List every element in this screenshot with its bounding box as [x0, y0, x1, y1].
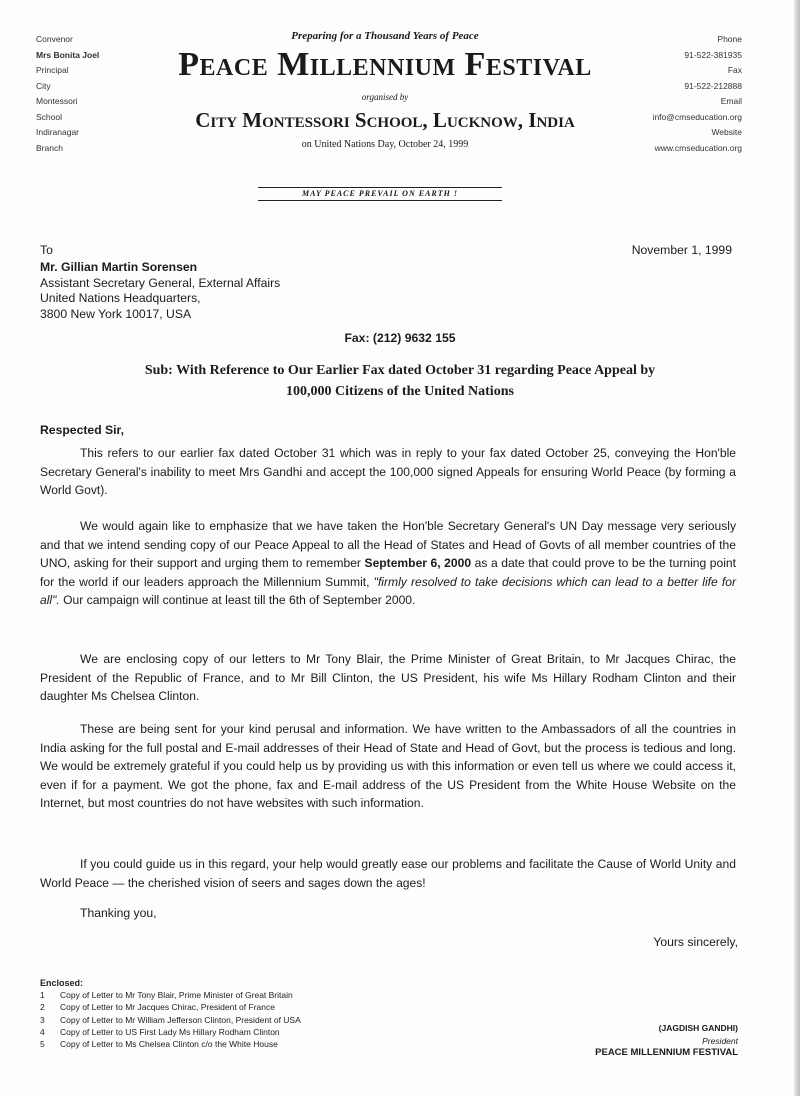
motto-band: MAY PEACE PREVAIL ON EARTH ! — [258, 187, 502, 201]
recipient-line: Assistant Secretary General, External Affairs — [40, 275, 281, 290]
recipient-line: United Nations Headquarters, — [40, 291, 201, 305]
body-paragraph-1: This refers to our earlier fax dated October 31 which was in reply to your fax dated October 25, conveying the Hon'ble Secretary General's inability to meet Mrs Gandhi and accept the 100,000 signed Appeals for ensuring World Peace (by forming a World Govt). — [40, 446, 736, 497]
recipient-name: Mr. Gillian Martin Sorensen — [40, 260, 198, 274]
recipient-line: 3800 New York 10017, USA — [40, 306, 192, 321]
enclosures-list — [40, 977, 301, 1050]
list-item — [40, 1026, 301, 1038]
paragraph-text: Our campaign will continue at least till the 6th of September 2000. — [59, 593, 416, 607]
body-paragraph-5: If you could guide us in this regard, your help would greatly ease our problems and facilitate the Cause of World Unity and World Peace — the cherished vision of seers and sages down the ages! — [40, 857, 736, 890]
item-text: Copy of Letter to Mr Tony Blair, Prime Minister of Great Britain — [60, 990, 293, 1001]
item-text: Copy of Letter to Mr William Jefferson Clinton, President of USA — [60, 1014, 301, 1025]
festival-title: Peace Millennium Festival — [178, 46, 592, 83]
email-label: Email — [720, 96, 742, 106]
letter-date: November 1, 1999 — [631, 243, 732, 257]
subject-line: 100,000 Citizens of the United Nations — [286, 384, 514, 399]
list-item — [40, 1001, 301, 1013]
item-number: 5 — [40, 1039, 45, 1050]
to-label: To — [40, 243, 53, 257]
letterhead-tagline: Preparing for a Thousand Years of Peace — [291, 30, 479, 42]
item-number: 4 — [40, 1026, 45, 1037]
body-paragraph-4: These are being sent for your kind perusal and information. We have written to the Ambassadors of all the countries in India asking for the full postal and E-mail addresses of their Head of State and Head of Govt, but the process is tedious and long. We would be extremely grateful if you could help us by providing us with this information or even tell us where we could access it, even if for a payment. We got the phone, fax and E-mail address of the US President from the White House Website on the Internet, but most countries do not have websites with such information. — [40, 722, 736, 810]
fax-number: 91-522-212888 — [684, 80, 742, 91]
list-item — [40, 989, 301, 1001]
item-number: 3 — [40, 1014, 45, 1025]
recipient-address — [40, 260, 280, 322]
item-number: 1 — [40, 990, 45, 1001]
closing-line: Yours sincerely, — [653, 935, 738, 949]
item-text: Copy of Letter to Mr Jacques Chirac, President of France — [60, 1002, 275, 1013]
paragraph-text: as a date that could prove to be the turning point for the world if our leaders approach the Millennium Summit, — [40, 556, 737, 589]
convenor-line: Branch — [36, 142, 63, 153]
email-address: info@cmseducation.org — [652, 111, 742, 122]
school-name: City Montessori School, Lucknow, India — [195, 108, 575, 132]
signatory-organisation: PEACE MILLENNIUM FESTIVAL — [595, 1047, 738, 1058]
convenor-line: Montessori — [36, 96, 78, 106]
item-number: 2 — [40, 1002, 45, 1013]
scan-edge-shadow — [794, 0, 800, 1096]
list-item — [40, 1038, 301, 1050]
highlighted-date: September 6, 2000 — [364, 556, 472, 570]
body-paragraph-2 — [40, 517, 736, 610]
convenor-name: Mrs Bonita Joel — [36, 49, 100, 60]
item-text: Copy of Letter to Ms Chelsea Clinton c/o the White House — [60, 1039, 278, 1050]
convenor-line: School — [36, 111, 62, 122]
convenor-line: Indiranagar — [36, 127, 80, 137]
subject-heading — [60, 360, 740, 402]
list-item — [40, 1014, 301, 1026]
phone-label: Phone — [717, 34, 742, 44]
phone-number: 91-522-381935 — [684, 49, 742, 60]
letterhead-convenor-block — [36, 32, 99, 156]
un-day-line: on United Nations Day, October 24, 1999 — [301, 139, 469, 150]
website-label: Website — [711, 127, 742, 137]
fax-label: Fax — [727, 65, 742, 75]
signatory-name: (JAGDISH GANDHI) — [658, 1023, 738, 1033]
convenor-line: City — [36, 80, 51, 91]
letterhead-title-block — [130, 30, 640, 150]
convenor-label: Convenor — [36, 34, 73, 44]
signatory-role: President — [702, 1035, 738, 1046]
item-text: Copy of Letter to US First Lady Ms Hillary Rodham Clinton — [60, 1026, 280, 1037]
fax-number-line: Fax: (212) 9632 155 — [344, 331, 456, 345]
organised-by-label: organised by — [361, 92, 409, 102]
subject-line: Sub: With Reference to Our Earlier Fax dated October 31 regarding Peace Appeal by — [144, 363, 656, 378]
signature-block — [595, 1022, 738, 1060]
body-paragraph-3: We are enclosing copy of our letters to Mr Tony Blair, the Prime Minister of Great Britain, to Mr Jacques Chirac, the President of the Republic of France, and to Mr Bill Clinton, the US President, his wife Ms Hillary Rodham Clinton and their daughter Ms Chelsea Clinton. — [40, 652, 736, 703]
paragraph-text: We would again like to emphasize that we have taken the Hon'ble Secretary General's UN Day message very seriously and that we intend sending copy of our Peace Appeal to all the Head of States and Head of Govts of all member countries of the UNO, asking for their support and urging them to remember — [40, 519, 736, 570]
enclosures-title: Enclosed: — [40, 978, 84, 988]
convenor-line: Principal — [36, 65, 69, 75]
website-url: www.cmseducation.org — [654, 142, 742, 153]
thanking-line: Thanking you, — [80, 906, 157, 920]
quoted-resolution: "firmly resolved to take decisions which can lead to a better life for all". — [40, 574, 736, 607]
salutation: Respected Sir, — [40, 423, 124, 437]
letterhead-contact-block — [592, 32, 742, 156]
